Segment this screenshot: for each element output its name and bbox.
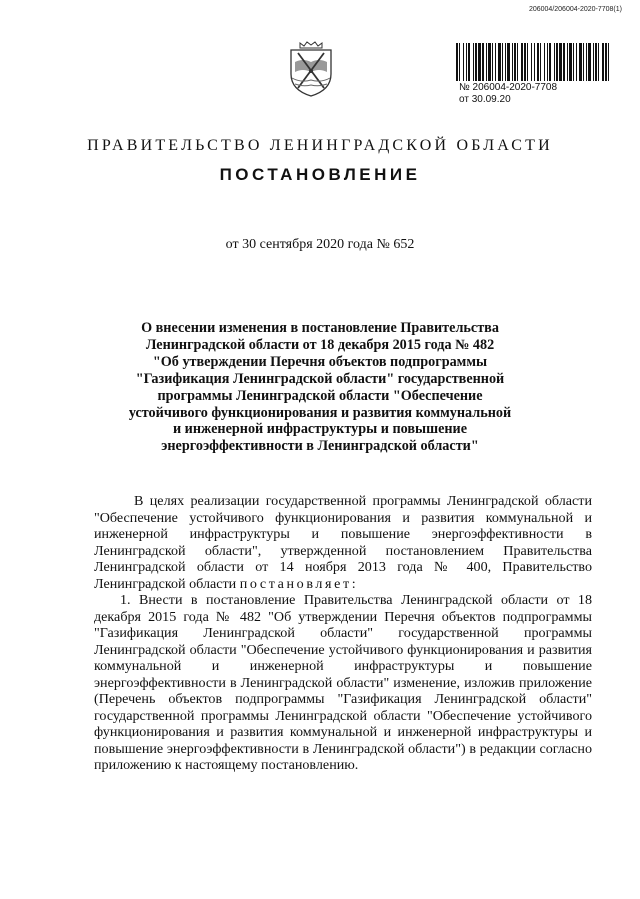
subject-line: и инженерной инфраструктуры и повышение [172,421,468,438]
subject-line: О внесении изменения в постановление Правительства [141,320,499,336]
government-title: ПРАВИТЕЛЬСТВО ЛЕНИНГРАДСКОЙ ОБЛАСТИ [87,137,553,154]
subject-line: Ленинградской области от 18 декабря 2015 года № 482 [145,336,495,353]
subject-line: "Об утверждении Перечня объектов подпрограммы [152,353,488,370]
barcode-icon [456,43,609,81]
document-type: ПОСТАНОВЛЕНИЕ [219,165,421,184]
registration-info [459,82,557,106]
document-date-number: от 30 сентября 2020 года № 652 [225,237,415,252]
subject-line: "Газификация Ленинградской области" государственной [135,370,505,387]
subject-line: устойчивого функционирования и развития коммунальной [128,404,512,421]
registration-date: от 30.09.20 [459,94,511,105]
document-body [94,493,592,774]
item-1-paragraph: 1. Внести в постановление Правительства Ленинградской области от 18 декабря 2015 года № 482 "Об утверждении Перечня объектов подпрограммы "Газификация Ленинградской области" государственной программы Ленинградской области "Обеспечение устойчивого функционирования и развития коммунальной и инженерной инфраструктуры и повышение энергоэффективности в Ленинградской области" изменение, изложив приложение (Перечень объектов подпрограммы "Газификация Ленинградской области" государственной программы Ленинградской области "Обеспечение устойчивого функционирования и развития коммунальной и инженерной инфраструктуры и повышение энергоэффективности в Ленинградской области") в редакции согласно приложению к настоящему постановлению. [94,592,592,773]
registration-number: № 206004-2020-7708 [459,82,558,93]
subject-line: энергоэффективности в Ленинградской области" [161,438,479,455]
subject-line: программы Ленинградской области "Обеспечение [157,387,483,404]
document-subject [110,320,530,455]
coat-of-arms-icon [288,40,334,98]
decree-word: постановляет: [239,575,359,592]
document-code: 206004/206004-2020-7708(1) [528,6,622,13]
preamble-paragraph [94,493,592,592]
preamble-text: В целях реализации государственной программы Ленинградской области "Обеспечение устойчивого функционирования и развития коммунальной и инженерной инфраструктуры и повышение энергоэффективности в Ленинградской области", утвержденной постановлением Правительства Ленинградской области от 14 ноября 2013 года № 400, Правительство Ленинградской области [94,493,592,592]
